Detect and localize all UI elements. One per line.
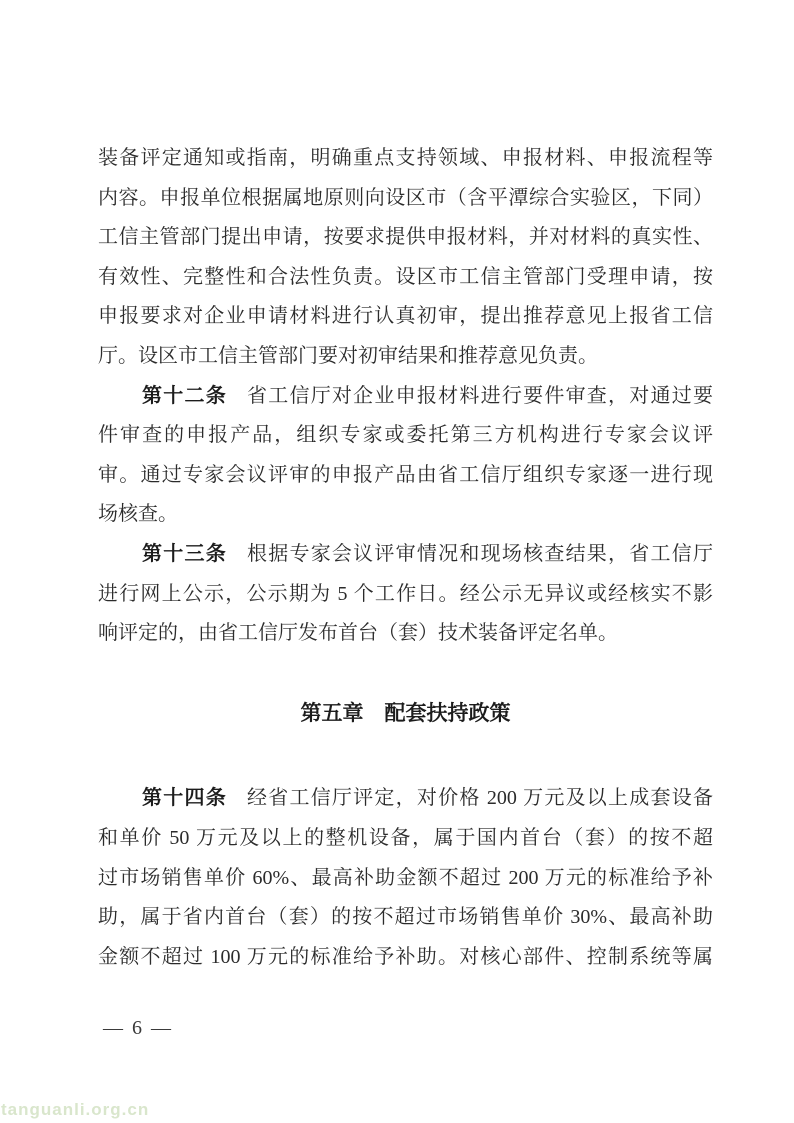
page-number: — 6 — <box>103 1017 173 1039</box>
text-line <box>98 938 713 978</box>
line-text: 根据专家会议评审情况和现场核查结果，省工信厅 <box>246 542 714 565</box>
text-line <box>98 614 713 654</box>
line-text: 工信主管部门提出申请，按要求提供申报材料，并对材料的真实性、 <box>98 226 713 249</box>
line-text: 金额不超过 100 万元的标准给予补助。对核心部件、控制系统等属 <box>98 945 713 968</box>
text-line <box>98 575 713 615</box>
text-line <box>98 377 713 417</box>
line-text: 装备评定通知或指南，明确重点支持领域、申报材料、申报流程等 <box>98 147 713 169</box>
line-text: 场核查。 <box>98 503 178 526</box>
article-label: 第十四条 <box>142 787 227 810</box>
text-line <box>98 535 713 575</box>
text-line <box>98 859 713 899</box>
article-label: 第十二条 <box>142 384 227 407</box>
line-text: 有效性、完整性和合法性负责。设区市工信主管部门受理申请，按 <box>98 265 713 288</box>
line-text: 过市场销售单价 60%、最高补助金额不超过 200 万元的标准给予补 <box>98 866 713 889</box>
line-text: 内容。申报单位根据属地原则向设区市（含平潭综合实验区，下同） <box>98 186 713 209</box>
text-line <box>98 139 713 179</box>
text-line <box>98 179 713 219</box>
line-text: 审。通过专家会议评审的申报产品由省工信厅组织专家逐一进行现 <box>98 463 713 486</box>
line-text: 件审查的申报产品，组织专家或委托第三方机构进行专家会议评 <box>98 424 713 447</box>
line-text: 申报要求对企业申请材料进行认真初审，提出推荐意见上报省工信 <box>98 305 713 328</box>
text-line <box>98 495 713 535</box>
line-text: 省工信厅对企业申报材料进行要件审查，对通过要 <box>246 384 714 407</box>
line-text: 响评定的，由省工信厅发布首台（套）技术装备评定名单。 <box>98 622 618 645</box>
line-text: 助，属于省内首台（套）的按不超过市场销售单价 30%、最高补助 <box>98 906 713 929</box>
text-line <box>98 779 713 819</box>
line-text: 厅。设区市工信主管部门要对初审结果和推荐意见负责。 <box>98 344 598 367</box>
document-body <box>98 139 713 977</box>
line-text: 经省工信厅评定，对价格 200 万元及以上成套设备 <box>246 787 714 810</box>
text-line <box>98 297 713 337</box>
text-line <box>98 819 713 859</box>
text-line <box>98 218 713 258</box>
watermark: tanguanli.org.cn <box>1 1100 150 1119</box>
article-label: 第十三条 <box>142 542 227 565</box>
text-line <box>98 416 713 456</box>
chapter-heading <box>98 694 713 734</box>
text-line <box>98 258 713 298</box>
text-line <box>98 456 713 496</box>
text-line <box>98 898 713 938</box>
chapter-number: 第五章 <box>300 700 364 725</box>
line-text: 进行网上公示，公示期为 5 个工作日。经公示无异议或经核实不影 <box>98 582 713 605</box>
chapter-title: 配套扶持政策 <box>384 700 511 725</box>
line-text: 和单价 50 万元及以上的整机设备，属于国内首台（套）的按不超 <box>98 826 713 849</box>
text-line <box>98 337 713 377</box>
